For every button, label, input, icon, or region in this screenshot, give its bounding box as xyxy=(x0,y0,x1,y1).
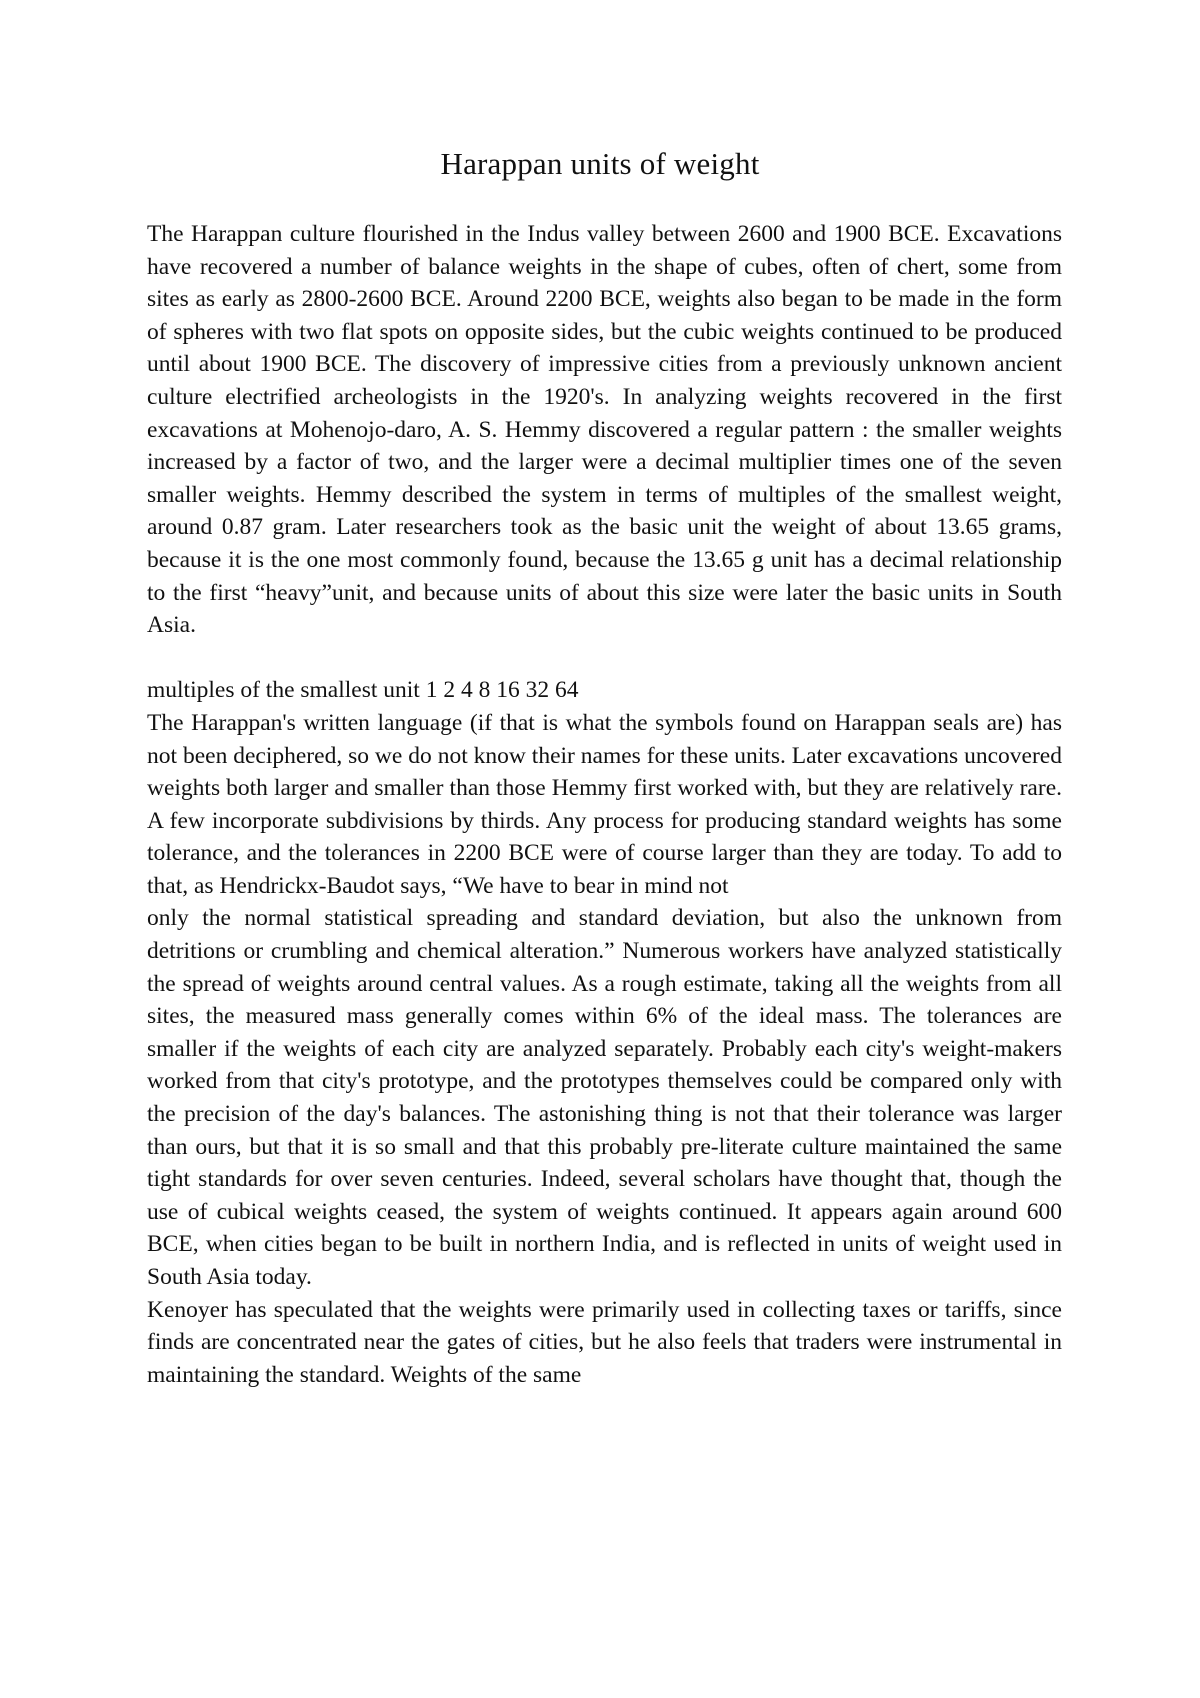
paragraph-multiples: multiples of the smallest unit 1 2 4 8 16 32 64 xyxy=(147,677,579,704)
document-body xyxy=(147,218,1062,1391)
paragraph-intro: The Harappan culture flourished in the Indus valley between 2600 and 1900 BCE. Excavations have recovered a number of balance weights in the shape of cubes, often of chert, some from sites as early as 2800-2600 BCE. Around 2200 BCE, weights also began to be made in the form of spheres with two flat spots on opposite sides, but the cubic weights continued to be produced until about 1900 BCE. The discovery of impressive cities from a previously unknown ancient culture electrified archeologists in the 1920's. In analyzing weights recovered in the first excavations at Mohenojo-daro, A. S. Hemmy discovered a regular pattern : the smaller weights increased by a factor of two, and the larger were a decimal multiplier times one of the seven smaller weights. Hemmy described the system in terms of multiples of the smallest weight, around 0.87 gram. Later researchers took as the basic unit the weight of about 13.65 grams, because it is the one most commonly found, because the 13.65 g unit has a decimal relationship to the first “heavy”unit, and because units of about this size were later the basic units in South Asia. xyxy=(147,221,1062,639)
document-title: Harappan units of weight xyxy=(440,146,760,181)
paragraph-kenoyer: Kenoyer has speculated that the weights were primarily used in collecting taxes or tariffs, since finds are concentrated near the gates of cities, but he also feels that traders were instrumental in maintaining the standard. Weights of the same xyxy=(147,1296,1062,1388)
paragraph-written-language: The Harappan's written language (if that is what the symbols found on Harappan seals are) has not been deciphered, so we do not know their names for these units. Later excavations uncovered weights both larger and smaller than those Hemmy first worked with, but they are relatively rare. A few incorporate subdivisions by thirds. Any process for producing standard weights has some tolerance, and the tolerances in 2200 BCE were of course larger than they are today. To add to that, as Hendrickx-Baudot says, “We have to bear in mind not xyxy=(147,709,1062,899)
paragraph-tolerance: only the normal statistical spreading and standard deviation, but also the unknown from detritions or crumbling and chemical alteration.” Numerous workers have analyzed statistically the spread of weights around central values. As a rough estimate, taking all the weights from all sites, the measured mass generally comes within 6% of the ideal mass. The tolerances are smaller if the weights of each city are analyzed separately. Probably each city's weight-makers worked from that city's prototype, and the prototypes themselves could be compared only with the precision of the day's balances. The astonishing thing is not that their tolerance was larger than ours, but that it is so small and that this probably pre-literate culture maintained the same tight standards for over seven centuries. Indeed, several scholars have thought that, though the use of cubical weights ceased, the system of weights continued. It appears again around 600 BCE, when cities began to be built in northern India, and is reflected in units of weight used in South Asia today. xyxy=(147,905,1062,1290)
paragraph-spacer xyxy=(147,642,1062,675)
